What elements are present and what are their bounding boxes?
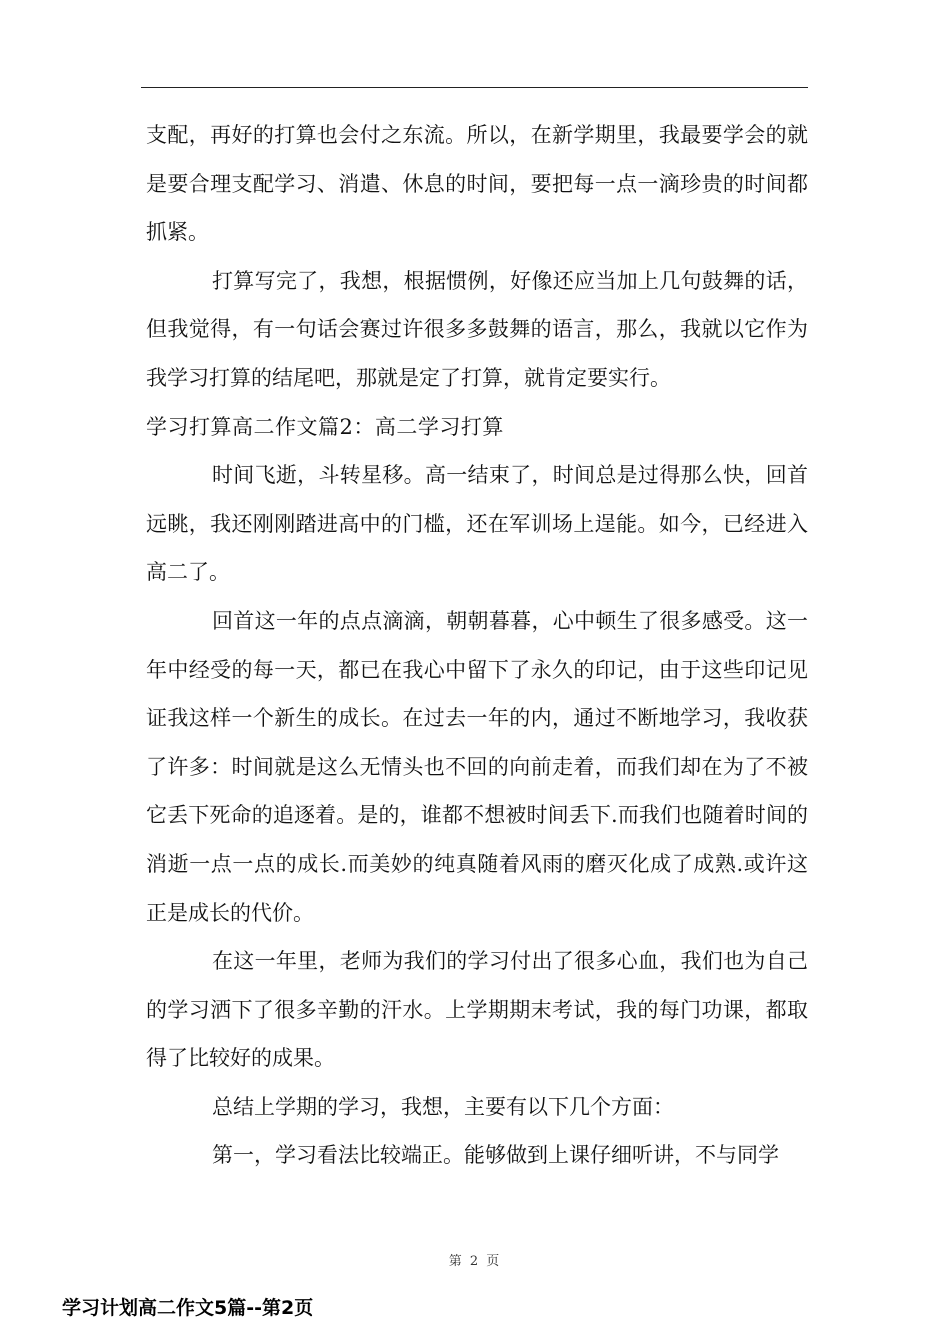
section-heading: 学习打算高二作文篇2：高二学习打算 xyxy=(146,414,504,439)
paragraph-2: 打算写完了，我想，根据惯例，好像还应当加上几句鼓舞的话，但我觉得，有一句话会赛过许很多多鼓舞的语言，那么，我就以它作为我学习打算的结尾吧，那就是定了打算，就肯定要实行。 xyxy=(146,268,808,390)
document-body xyxy=(146,111,808,1180)
paragraph-4: 回首这一年的点点滴滴，朝朝暮暮，心中顿生了很多感受。这一年中经受的每一天，都已在我心中留下了永久的印记，由于这些印记见证我这样一个新生的成长。在过去一年的内，通过不断地学习，我收获了许多：时间就是这么无情头也不回的向前走着，而我们却在为了不被它丢下死命的追逐着。是的，谁都不想被时间丢下.而我们也随着时间的消逝一点一点的成长.而美妙的纯真随着风雨的磨灭化成了成熟.或许这正是成长的代价。 xyxy=(146,608,808,925)
paragraph-1: 支配，再好的打算也会付之东流。所以，在新学期里，我最要学会的就是要合理支配学习、消遣、休息的时间，要把每一点一滴珍贵的时间都抓紧。 xyxy=(146,123,808,245)
paragraph-5: 在这一年里，老师为我们的学习付出了很多心血，我们也为自己的学习洒下了很多辛勤的汗水。上学期期末考试，我的每门功课，都取得了比较好的成果。 xyxy=(146,949,808,1071)
paragraph-7: 第一，学习看法比较端正。能够做到上课仔细听讲，不与同学 xyxy=(212,1143,779,1168)
footer-title: 学习计划高二作文5篇--第2页 xyxy=(62,1297,314,1319)
header-rule xyxy=(141,87,808,88)
page-number: 第 2 页 xyxy=(448,1254,502,1269)
paragraph-6: 总结上学期的学习，我想，主要有以下几个方面： xyxy=(212,1094,674,1119)
paragraph-3: 时间飞逝，斗转星移。高一结束了，时间总是过得那么快，回首远眺，我还刚刚踏进高中的门槛，还在军训场上逞能。如今，已经进入高二了。 xyxy=(146,463,808,585)
